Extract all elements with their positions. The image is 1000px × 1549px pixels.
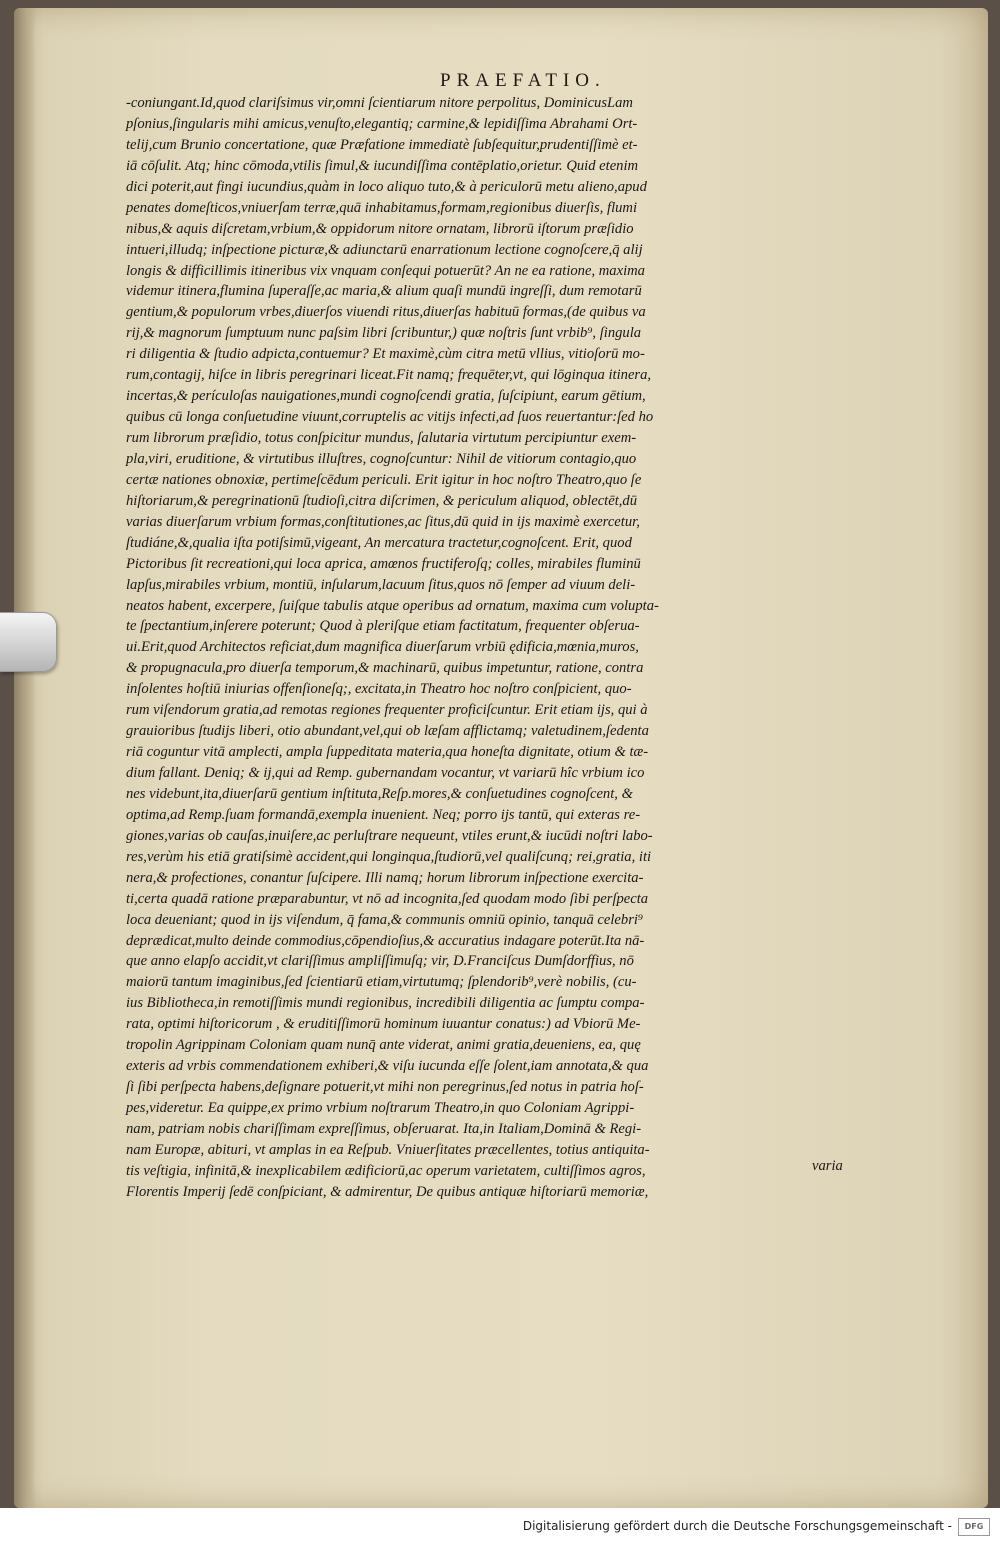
text-line: tropolin Agrippinam Coloniam quam nunq̄ ante viderat, animi gratia,deueniens, ea, quę [126,1037,641,1054]
text-line: Florentis Imperij ſedē conſpiciant, & admirentur, De quibus antiquæ hiſtoriarū memoriæ, [126,1183,649,1200]
text-line: ti,certa quadā ratione præparabuntur, vt nō ad incognita,ſed quodam modo ſibi perſpecta [126,890,649,907]
text-line: rij,& magnorum ſumptuum nunc paſsim libri ſcribuntur,) quæ noſtris ſunt vrbib⁹, ſingula [126,325,642,342]
text-line: telij,cum Brunio concertatione, quæ Præfatione immediatè ſubſequitur,prudentiſſimè et- [126,136,638,153]
text-line: ius Bibliotheca,in remotiſſimis mundi regionibus, incredibili diligentia ac ſumptu compa- [126,995,645,1012]
text-line: dici poterit,aut fingi iucundius,quàm in loco aliquo tuto,& à periculorū metu alieno,apud [126,178,647,195]
text-line: ſi ſibi perſpecta habens,deſignare potuerit,vt mihi non peregrinus,ſed notus in patria hoſ- [126,1079,644,1096]
text-line: exteris ad vrbis commendationem exhiberi,& viſu iucunda eſſe ſolent,iam annotata,& qua [126,1058,649,1075]
text-line: rum librorum præſidio, totus conſpicitur mundus, ſalutaria virtutum percipiuntur exem- [126,430,637,446]
catchword: varia [812,1158,843,1174]
text-line: nam, patriam nobis chariſſimam expreſſimus, obſeruarat. Ita,in Italiam,Dominā & Regi- [126,1120,642,1137]
funding-credit: Digitalisierung gefördert durch die Deutsche Forschungsgemeinschaft - [522,1519,952,1533]
text-line: iā cōſulit. Atq; hinc cōmoda,vtilis ſimul,& iucundiſſima contēplatio,orietur. Quid etenim [126,157,639,174]
text-line: nibus,& aquis diſcretam,vrbium,& oppidorum nitore ornatam, librorū iſtorum præſidio [126,220,634,237]
text-line: giones,varias ob cauſas,inuiſere,ac perluſtrare nequeunt, vtiles erunt,& iucūdi noſtri labo- [126,827,653,844]
text-line: deprædicat,multo deinde commodius,cōpendioſius,& accuratius indagare poterūt.Ita nā- [126,932,645,949]
text-line: dium fallant. Deniq; & ij,qui ad Remp. gubernandam vocantur, vt variarū hîc vrbium ico [126,765,645,781]
text-line: penates domeſticos,vniuerſam terræ,quā inhabitamus,formam,regionibus diuerſis, flumi [126,199,638,216]
dfg-logo-icon: DFG [958,1518,990,1536]
text-line: maiorū tantum imaginibus,ſed ſcientiarū etiam,virtutumq; ſplendorib⁹,verè nobilis, (cu- [126,974,637,991]
text-line: hiſtoriarum,& peregrinationū ſtudioſi,citra diſcrimen, & periculum aliquod, oblectēt,dū [126,492,638,509]
text-line: rum viſendorum gratia,ad remotas regiones frequenter proficiſcuntur. Erit etiam ijs, qui à [126,702,648,719]
text-line: rata, optimi hiſtoricorum , & eruditiſſimorū hominum iuuantur conatus:) ad Vbiorū Me- [126,1016,641,1033]
text-line: loca deueniant; quod in ijs viſendum, q̄ fama,& communis omniū opinio, tanquā celebri⁹ [126,911,644,928]
text-line: nes videbunt,ita,diuerſarū gentium inſtituta,Reſp.mores,& conſuetudines cognoſcent, & [126,785,633,802]
text-line: ui.Erit,quod Architectos reficiat,dum magnifica diuerſarum vrbiū ędificia,mœnia,muros, [126,639,639,656]
page-binding-edge [14,8,36,1508]
text-line: riā coguntur vitā amplecti, ampla ſuppeditata materia,qua honeſta dignitate, otium & tæ- [126,744,649,761]
text-line: quibus cū longa conſuetudine viuunt,corruptelis ac vitijs infecti,ad ſuos reuertantur:ſed ho [126,409,654,426]
text-line: -coniungant.Id,quod clariſsimus vir,omni ſcientiarum nitore perpolitus, DominicusLam [126,95,633,111]
text-line: ſtudiáne,&,qualia iſta potiſsimū,vigeant, An mercatura tractetur,cognoſcent. Erit, quod [126,534,632,551]
text-line: optima,ad Remp.ſuam formandā,exempla inuenient. Neq; porro ijs tantū, qui exteras re- [126,806,641,823]
running-head: PRAEFATIO. [440,70,606,91]
text-line: que anno elapſo accidit,vt clariſſimus ampliſſimuſq; vir, D.Franciſcus Dumſdorffius, nō [126,953,634,970]
text-line: pſonius,ſingularis mihi amicus,venuſto,elegantiq; carmine,& lepidiſſima Abrahami Ort- [126,115,638,132]
text-line: inſolentes hoſtiū iniurias offenſioneſq;, excitata,in Theatro hoc noſtro conſpicient, quo- [126,681,632,698]
text-line: res,verùm his etiā gratiſsimè accident,qui longinqua,ſtudiorū,vel qualiſcunq; rei,gratia, iti [126,848,652,865]
text-line: certæ nationes obnoxiæ, pertimeſcēdum periculi. Erit igitur in hoc noſtro Theatro,quo ſe [126,471,642,488]
text-line: ri diligentia & ſtudio adpicta,contuemur? Et maximè,cùm citra metū vllius, vitioſorū mo- [126,346,645,363]
text-line: tis veſtigia, infinitā,& inexplicabilem ædificiorū,ac operum varietatem, cultiſſimos agros, [126,1162,646,1179]
text-line: lapſus,mirabiles vrbium, montiū, inſularum,lacuum ſitus,quos nō ſemper ad viuum deli- [126,576,636,593]
body-text [126,93,866,1203]
text-line: pes,videretur. Ea quippe,ex primo vrbium noſtrarum Theatro,in quo Coloniam Agrippi- [126,1100,635,1116]
metal-clip [0,612,57,672]
text-line: grauioribus ſtudijs liberi, otio abundant,vel,qui ob læſam afflictamq; valetudinem,ſedenta [126,723,649,740]
text-line: longis & difficillimis itineribus vix vnquam conſequi potuerūt? An ne ea ratione, maxima [126,262,645,279]
text-line: intueri,illudq; inſpectione picturæ,& adiunctarū enarrationum lectione cognoſcere,q̄ alij [126,241,643,258]
text-line: rum,contagij, hiſce in libris peregrinari liceat.Fit namq; frequēter,vt, qui lōginqua itinera, [126,367,652,384]
text-line: Pictoribus ſit recreationi,qui loca aprica, amœnos fructiferoſq; colles, mirabiles fluminū [126,555,641,572]
text-line: gentium,& populorum vrbes,diuerſos viuendi ritus,diuerſas habituū formas,(de quibus va [126,304,646,321]
text-line: incertas,& perículoſas nauigationes,mundi cognoſcendi gratia, ſuſcipiunt, earum gētium, [126,388,646,405]
text-line: & propugnacula,pro diuerſa temporum,& machinarū, quibus impetuntur, ratione, contra [126,660,644,677]
text-line: neatos habent, excerpere, ſuiſque tabulis atque operibus ad ornatum, maxima cum volupta- [126,597,659,614]
text-line: pla,viri, eruditione, & virtutibus illuſtres, cognoſcuntur: Nihil de vitiorum contagio,quo [126,450,637,467]
text-line: videmur itinera,flumina ſuperaſſe,ac maria,& alium quaſi mundū ingreſſi, dum remotarū [126,283,642,300]
text-line: te ſpectantium,inſerere poterunt; Quod à pleriſque etiam factitatum, frequenter obſerua- [126,618,640,635]
footer-bar [0,1508,1000,1549]
text-line: varias diuerſarum vrbium formas,conſtitutiones,ac ſitus,dū quid in ijs maximè exercetur, [126,513,640,530]
text-line: nera,& profectiones, conantur ſuſcipere. Illi namq; horum librorum inſpectione exercita- [126,869,644,886]
text-line: nam Europæ, abituri, vt amplas in ea Reſpub. Vniuerſitates præcellentes, totius antiquita- [126,1141,650,1158]
